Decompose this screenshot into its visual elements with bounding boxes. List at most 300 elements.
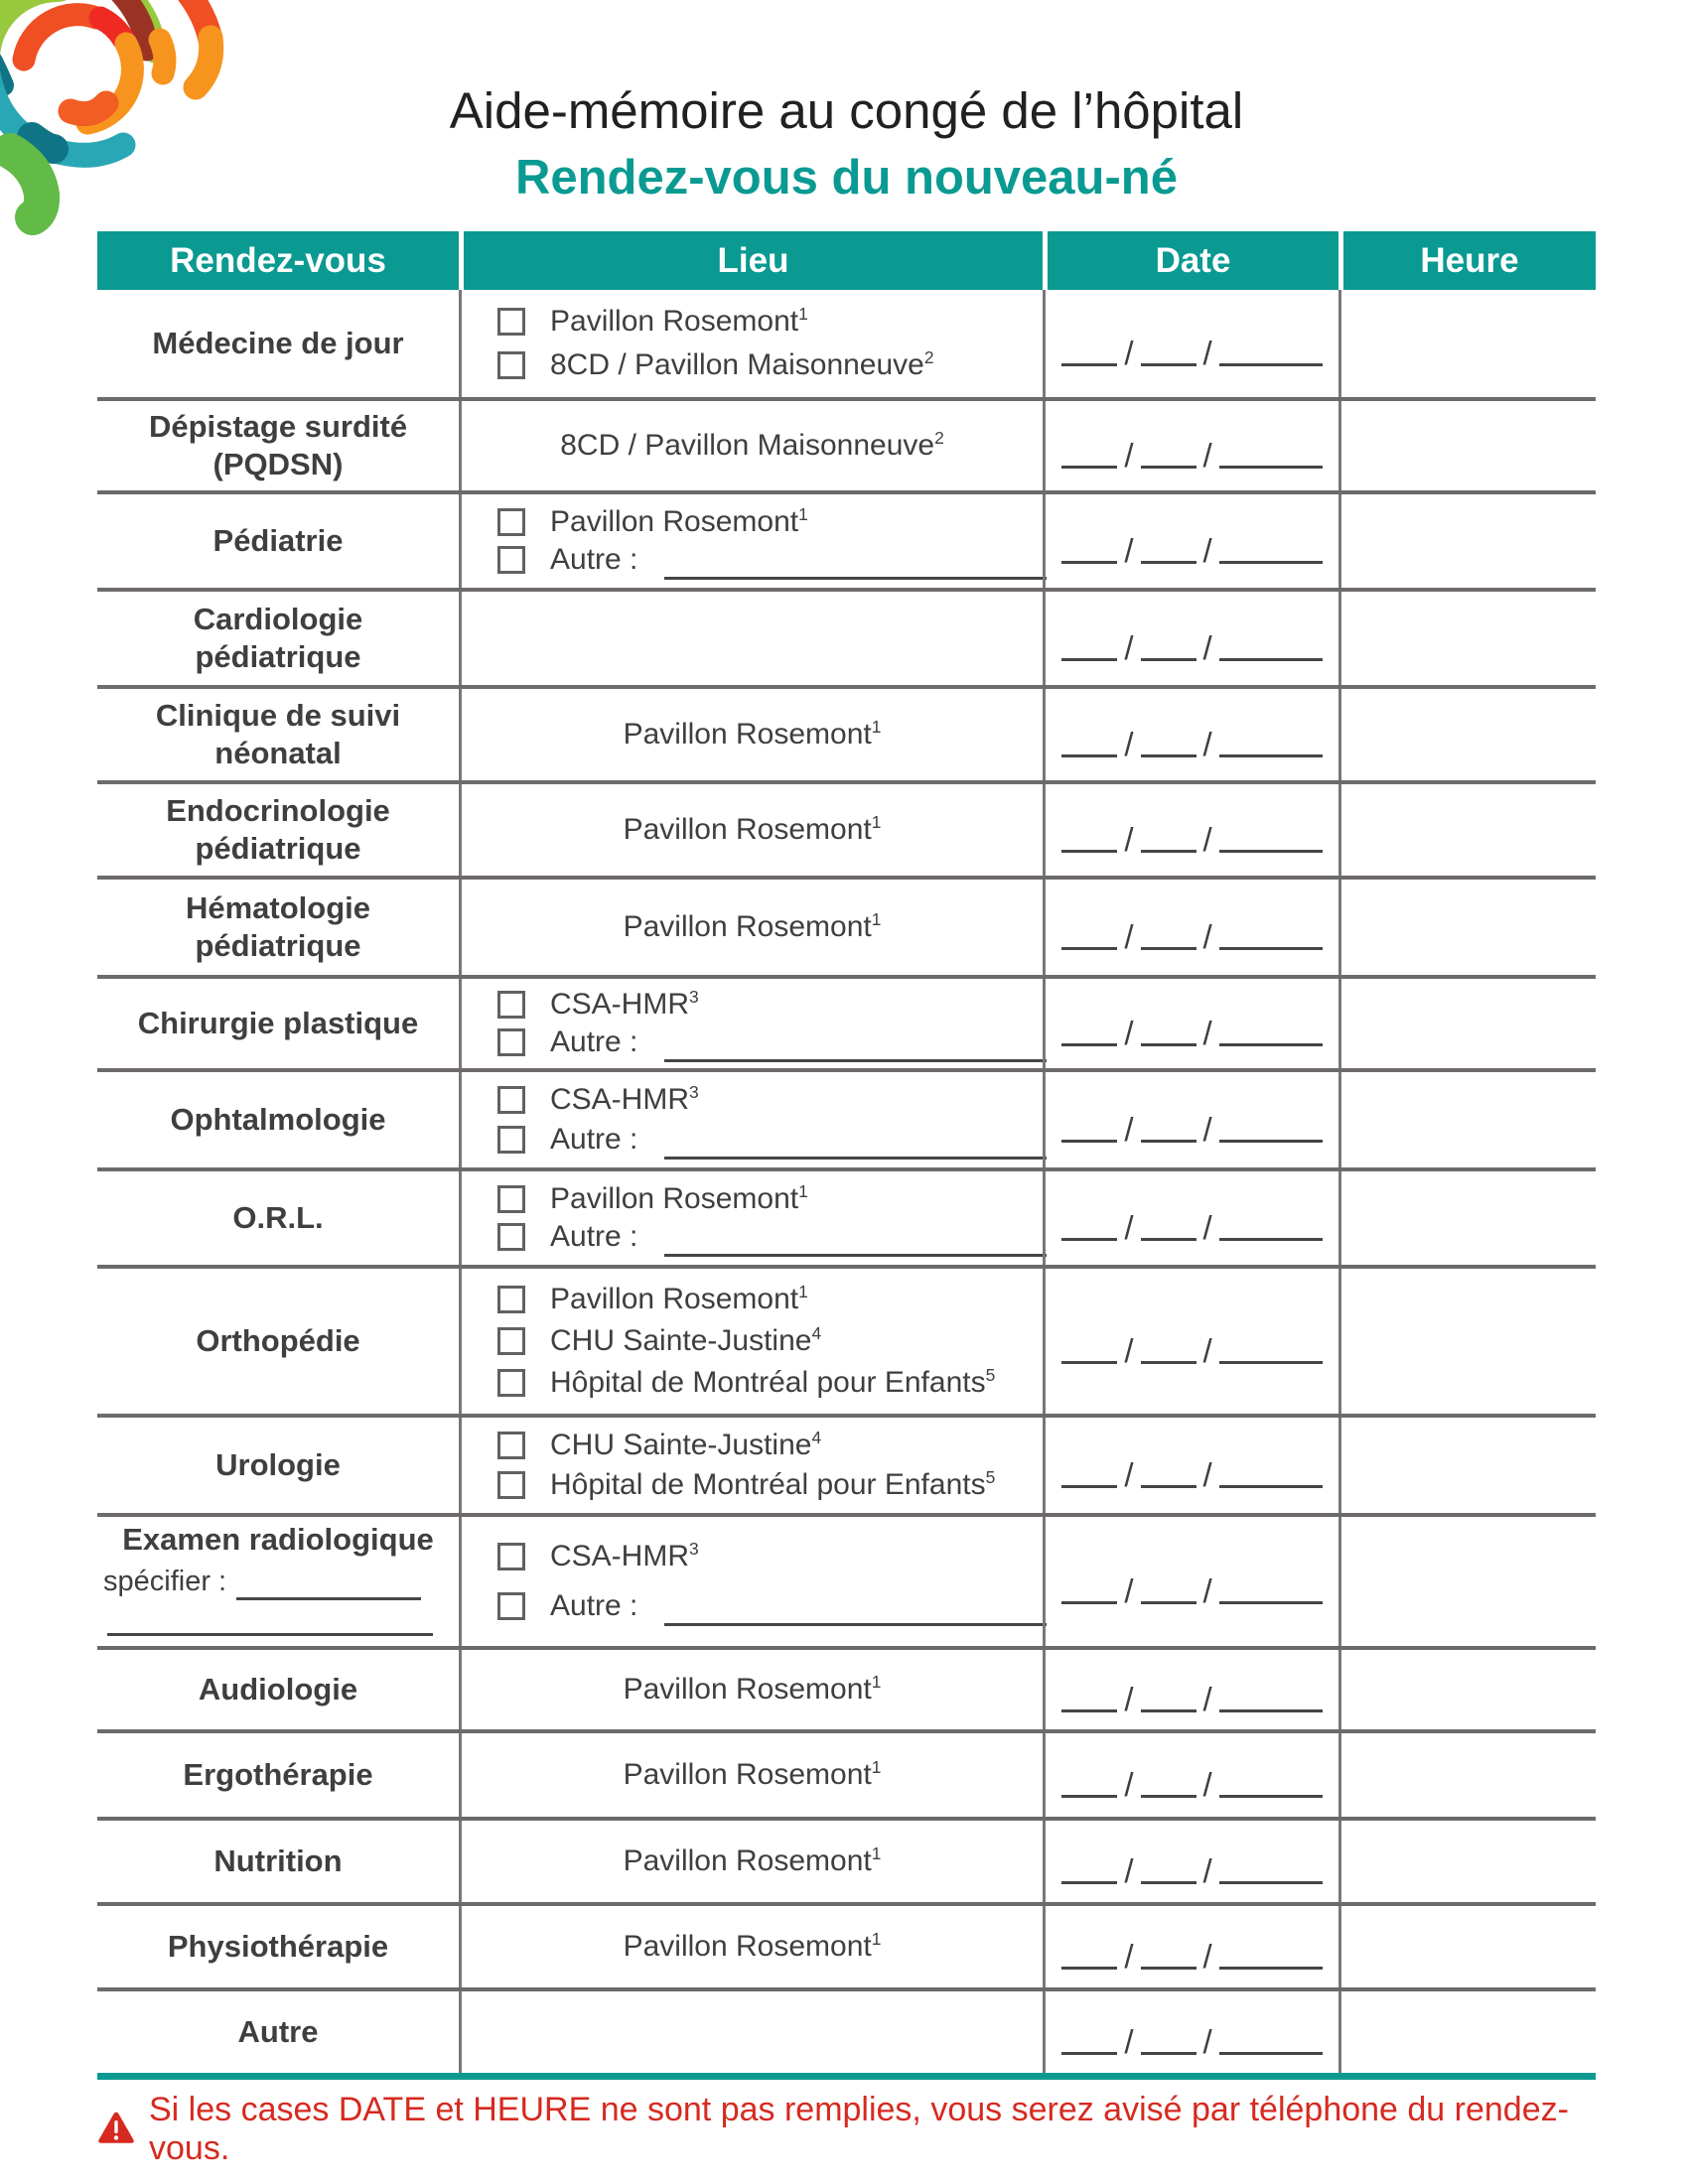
fill-in-blank[interactable]	[1141, 331, 1196, 366]
checkbox-icon[interactable]	[497, 991, 525, 1019]
date-field[interactable]	[1043, 1517, 1338, 1646]
rendezvous-label-line: Cardiologie	[193, 602, 363, 637]
date-separator: /	[1202, 1015, 1212, 1051]
date-field[interactable]	[1043, 1072, 1338, 1167]
lieu-option-label: Autre :	[550, 1220, 638, 1254]
date-separator: /	[1202, 532, 1212, 569]
lieu-option[interactable]	[497, 1123, 1047, 1157]
date-blanks	[1061, 1107, 1322, 1148]
table-row	[97, 1987, 1596, 2073]
lieu-cell	[459, 1650, 1043, 1729]
fill-in-blank[interactable]	[1061, 528, 1117, 564]
date-field[interactable]	[1043, 1906, 1338, 1987]
date-blanks	[1061, 1848, 1322, 1889]
date-separator: /	[1202, 629, 1212, 666]
heure-field[interactable]	[1338, 1991, 1596, 2073]
checkbox-icon[interactable]	[497, 1223, 525, 1251]
checkbox-icon[interactable]	[497, 1286, 525, 1313]
lieu-option-label: Autre :	[550, 1122, 638, 1156]
table-row	[97, 1646, 1596, 1729]
lieu-cell	[459, 1269, 1043, 1414]
rendezvous-label-line: Chirurgie plastique	[137, 1006, 419, 1041]
lieu-option[interactable]	[497, 1182, 808, 1216]
rendezvous-label	[97, 592, 459, 685]
fill-in-blank[interactable]	[1141, 817, 1196, 853]
rendezvous-label-line: (PQDSN)	[212, 447, 344, 481]
rendezvous-label	[97, 880, 459, 975]
lieu-option-label: Autre :	[550, 543, 638, 577]
table-row	[97, 588, 1596, 685]
fill-in-blank[interactable]	[1141, 625, 1196, 661]
lieu-option-label: Autre :	[550, 1024, 638, 1058]
fill-in-blank[interactable]	[1219, 1205, 1323, 1241]
fill-in-blank[interactable]	[1141, 2019, 1196, 2055]
fill-in-blank[interactable]	[664, 548, 1047, 580]
fill-in-blank[interactable]	[1219, 1011, 1323, 1046]
page-subtitle: Rendez-vous du nouveau-né	[514, 151, 1178, 205]
heure-field[interactable]	[1338, 1072, 1596, 1167]
rendezvous-label-line: Médecine de jour	[152, 326, 404, 361]
date-field[interactable]	[1043, 689, 1338, 780]
fill-in-blank[interactable]	[1141, 1848, 1196, 1884]
heure-field[interactable]	[1338, 1650, 1596, 1729]
fill-in-blank[interactable]	[1219, 528, 1323, 564]
table-row	[97, 1729, 1596, 1817]
fill-in-blank[interactable]	[1061, 1677, 1117, 1712]
rendezvous-label	[97, 290, 459, 397]
warning-triangle-icon	[97, 2112, 135, 2145]
date-blanks	[1061, 914, 1322, 955]
date-separator: /	[1202, 918, 1212, 955]
rendezvous-label-line: Autre	[237, 2014, 319, 2050]
heure-field[interactable]	[1338, 1269, 1596, 1414]
fill-in-blank[interactable]	[1061, 2019, 1117, 2055]
date-separator: /	[1124, 1456, 1134, 1493]
fill-in-blank[interactable]	[1061, 1762, 1117, 1798]
footer-warning	[97, 2091, 1596, 2168]
fill-in-blank[interactable]	[1219, 722, 1323, 757]
lieu-label: Pavillon Rosemont$^1$	[623, 909, 882, 943]
table-row	[97, 685, 1596, 780]
fill-in-blank[interactable]	[1061, 433, 1117, 469]
date-blanks	[1061, 433, 1322, 474]
heure-field[interactable]	[1338, 979, 1596, 1068]
date-separator: /	[1202, 1938, 1212, 1975]
fill-in-blank[interactable]	[1219, 1328, 1323, 1364]
date-separator: /	[1124, 1852, 1134, 1889]
lieu-option[interactable]	[497, 1366, 995, 1400]
lieu-option-label: Autre :	[550, 1589, 638, 1623]
fill-in-blank[interactable]	[1061, 1107, 1117, 1143]
date-field[interactable]	[1043, 1171, 1338, 1265]
date-separator: /	[1202, 1111, 1212, 1148]
fill-in-blank[interactable]	[1219, 1452, 1323, 1488]
date-field[interactable]	[1043, 1821, 1338, 1902]
footer-warning-text: Si les cases DATE et HEURE ne sont pas remplies, vous serez avisé par téléphone du rendez-vous.	[149, 2091, 1569, 2167]
fill-in-blank[interactable]	[1141, 1205, 1196, 1241]
lieu-label: Pavillon Rosemont$^1$	[623, 1757, 882, 1791]
rendezvous-label-line: pédiatrique	[195, 639, 361, 674]
lieu-option-label: Pavillon Rosemont$^1$	[550, 503, 808, 538]
lieu-label: Pavillon Rosemont$^1$	[623, 717, 882, 751]
rendezvous-label-line: Urologie	[215, 1447, 341, 1483]
lieu-label: Pavillon Rosemont$^1$	[623, 812, 882, 846]
rendezvous-label-line: O.R.L.	[232, 1200, 324, 1236]
lieu-option-label: CHU Sainte-Justine$^4$	[550, 1323, 822, 1357]
date-separator: /	[1124, 821, 1134, 858]
col-header-lieu: Lieu	[459, 231, 1043, 290]
rendezvous-label	[97, 1991, 459, 2073]
lieu-cell	[459, 401, 1043, 490]
lieu-cell	[459, 979, 1043, 1068]
date-separator: /	[1202, 726, 1212, 762]
lieu-cell	[459, 784, 1043, 876]
lieu-option[interactable]	[497, 505, 808, 539]
lieu-option[interactable]	[497, 1540, 699, 1573]
date-separator: /	[1124, 629, 1134, 666]
lieu-cell	[459, 592, 1043, 685]
fill-in-blank[interactable]	[1141, 528, 1196, 564]
lieu-label: Pavillon Rosemont$^1$	[623, 1929, 882, 1963]
fill-in-blank[interactable]	[1141, 1677, 1196, 1712]
date-separator: /	[1202, 1209, 1212, 1246]
fill-in-blank[interactable]	[1061, 1848, 1117, 1884]
table-row	[97, 1167, 1596, 1265]
lieu-option[interactable]	[497, 1025, 1047, 1059]
date-field[interactable]	[1043, 784, 1338, 876]
table-row	[97, 1068, 1596, 1167]
lieu-cell	[459, 494, 1043, 588]
fill-in-blank[interactable]	[1141, 1934, 1196, 1970]
lieu-option-label: Hôpital de Montréal pour Enfants$^5$	[550, 1365, 996, 1399]
rendezvous-label-line: Hématologie	[185, 890, 371, 926]
checkbox-icon[interactable]	[497, 508, 525, 536]
table-row	[97, 1414, 1596, 1513]
specifier-label: spécifier :	[103, 1566, 227, 1598]
date-separator: /	[1124, 1572, 1134, 1609]
rendezvous-label	[97, 1650, 459, 1729]
date-blanks	[1061, 1762, 1322, 1803]
date-separator: /	[1202, 1332, 1212, 1369]
date-separator: /	[1202, 1572, 1212, 1609]
date-separator: /	[1124, 1681, 1134, 1717]
fill-in-blank[interactable]	[1219, 1848, 1323, 1884]
date-blanks	[1061, 1011, 1322, 1051]
rendezvous-label	[97, 494, 459, 588]
checkbox-icon[interactable]	[497, 1185, 525, 1213]
date-separator: /	[1202, 1852, 1212, 1889]
heure-field[interactable]	[1338, 689, 1596, 780]
fill-in-blank[interactable]	[664, 1030, 1047, 1062]
fill-in-blank[interactable]	[664, 1594, 1047, 1626]
table-row	[97, 975, 1596, 1068]
date-field[interactable]	[1043, 1733, 1338, 1817]
date-field[interactable]	[1043, 880, 1338, 975]
lieu-cell	[459, 1171, 1043, 1265]
checkbox-icon[interactable]	[497, 1126, 525, 1154]
lieu-cell	[459, 1821, 1043, 1902]
lieu-cell	[459, 1906, 1043, 1987]
table-row	[97, 1265, 1596, 1414]
fill-in-blank[interactable]	[1061, 1328, 1117, 1364]
appointments-table	[97, 231, 1596, 2080]
lieu-option[interactable]	[497, 1429, 821, 1462]
fill-in-blank[interactable]	[1219, 914, 1323, 950]
rendezvous-label	[97, 1733, 459, 1817]
date-field[interactable]	[1043, 979, 1338, 1068]
table-row	[97, 780, 1596, 876]
heure-field[interactable]	[1338, 401, 1596, 490]
fill-in-blank[interactable]	[1219, 331, 1323, 366]
lieu-option-label: CHU Sainte-Justine$^4$	[550, 1428, 822, 1462]
table-row	[97, 1513, 1596, 1646]
date-field[interactable]	[1043, 1418, 1338, 1513]
date-blanks	[1061, 1328, 1322, 1369]
date-blanks	[1061, 1452, 1322, 1493]
rendezvous-label-line: pédiatrique	[195, 928, 361, 963]
lieu-option[interactable]	[497, 305, 808, 339]
date-blanks	[1061, 625, 1322, 666]
table-row	[97, 490, 1596, 588]
rendezvous-label	[97, 1418, 459, 1513]
lieu-option-label: CSA-HMR$^3$	[550, 987, 699, 1022]
date-blanks	[1061, 1677, 1322, 1717]
table-header-row	[97, 231, 1596, 290]
lieu-cell	[459, 1991, 1043, 2073]
checkbox-icon[interactable]	[497, 308, 525, 336]
fill-in-blank[interactable]	[1061, 817, 1117, 853]
fill-in-blank[interactable]	[1061, 625, 1117, 661]
fill-in-blank[interactable]	[1061, 1452, 1117, 1488]
lieu-option[interactable]	[497, 1220, 1047, 1254]
rendezvous-label	[97, 979, 459, 1068]
fill-in-blank[interactable]	[1141, 1107, 1196, 1143]
heure-field[interactable]	[1338, 784, 1596, 876]
fill-in-blank[interactable]	[1061, 914, 1117, 950]
rendezvous-label-line: Examen radiologique	[122, 1522, 434, 1558]
date-separator: /	[1202, 335, 1212, 371]
fill-in-blank[interactable]	[1141, 1011, 1196, 1046]
date-separator: /	[1124, 2023, 1134, 2060]
rendezvous-label	[97, 1171, 459, 1265]
lieu-cell	[459, 290, 1043, 397]
rendezvous-label-line: Endocrinologie	[166, 793, 390, 829]
lieu-option[interactable]	[497, 988, 699, 1022]
checkbox-icon[interactable]	[497, 1432, 525, 1459]
date-blanks	[1061, 1569, 1322, 1609]
lieu-cell	[459, 689, 1043, 780]
date-field[interactable]	[1043, 1650, 1338, 1729]
lieu-option-label: Pavillon Rosemont$^1$	[550, 304, 808, 339]
lieu-cell	[459, 1072, 1043, 1167]
heure-field[interactable]	[1338, 880, 1596, 975]
rendezvous-label-line: Pédiatrie	[212, 523, 344, 559]
date-field[interactable]	[1043, 290, 1338, 397]
lieu-option-label: 8CD / Pavillon Maisonneuve$^2$	[550, 346, 934, 381]
lieu-cell	[459, 1517, 1043, 1646]
page-title: Aide-mémoire au congé de l’hôpital	[449, 82, 1244, 139]
fill-in-blank[interactable]	[236, 1576, 421, 1600]
lieu-cell	[459, 1418, 1043, 1513]
rendezvous-label-line: Physiothérapie	[167, 1929, 389, 1965]
date-blanks	[1061, 1934, 1322, 1975]
lieu-option[interactable]	[497, 1589, 1047, 1623]
rendezvous-label-line: Audiologie	[198, 1672, 358, 1707]
table-row	[97, 1902, 1596, 1987]
fill-in-blank[interactable]	[1141, 433, 1196, 469]
table-row	[97, 397, 1596, 490]
date-separator: /	[1124, 1766, 1134, 1803]
lieu-option[interactable]	[497, 1083, 699, 1117]
date-separator: /	[1124, 1015, 1134, 1051]
date-field[interactable]	[1043, 494, 1338, 588]
lieu-label: 8CD / Pavillon Maisonneuve$^2$	[560, 428, 944, 462]
fill-in-blank[interactable]	[1219, 1677, 1323, 1712]
lieu-option-label: Pavillon Rosemont$^1$	[550, 1180, 808, 1215]
col-header-heure: Heure	[1338, 231, 1596, 290]
rendezvous-label	[97, 689, 459, 780]
fill-in-blank[interactable]	[1061, 331, 1117, 366]
checkbox-icon[interactable]	[497, 351, 525, 379]
date-separator: /	[1202, 1766, 1212, 1803]
date-separator: /	[1202, 2023, 1212, 2060]
lieu-label: Pavillon Rosemont$^1$	[623, 1843, 882, 1877]
date-separator: /	[1202, 437, 1212, 474]
checkbox-icon[interactable]	[497, 1471, 525, 1499]
fill-in-blank[interactable]	[1219, 1569, 1323, 1604]
rendezvous-label-line: Nutrition	[213, 1843, 343, 1879]
fill-in-blank[interactable]	[1141, 722, 1196, 757]
rendezvous-label-line: Clinique de suivi	[155, 698, 401, 734]
lieu-label: Pavillon Rosemont$^1$	[623, 1672, 882, 1706]
heure-field[interactable]	[1338, 1418, 1596, 1513]
date-blanks	[1061, 722, 1322, 762]
specifier-row	[103, 1565, 421, 1599]
table-body	[97, 290, 1596, 2073]
table-row	[97, 290, 1596, 397]
fill-in-blank[interactable]	[1141, 914, 1196, 950]
rendezvous-label-line: pédiatrique	[195, 831, 361, 866]
table-row	[97, 1817, 1596, 1902]
heure-field[interactable]	[1338, 592, 1596, 685]
lieu-option[interactable]	[497, 348, 934, 382]
date-separator: /	[1124, 726, 1134, 762]
date-blanks	[1061, 1205, 1322, 1246]
table-row	[97, 876, 1596, 975]
fill-in-blank[interactable]	[1141, 1452, 1196, 1488]
rendezvous-label-line: Ophtalmologie	[170, 1102, 386, 1138]
lieu-option-label: Hôpital de Montréal pour Enfants$^5$	[550, 1466, 996, 1501]
checkbox-icon[interactable]	[497, 1028, 525, 1056]
fill-in-blank[interactable]	[1219, 433, 1323, 469]
date-separator: /	[1202, 821, 1212, 858]
date-separator: /	[1124, 1332, 1134, 1369]
fill-in-blank[interactable]	[664, 1128, 1047, 1160]
date-separator: /	[1124, 532, 1134, 569]
date-separator: /	[1124, 437, 1134, 474]
date-separator: /	[1124, 1209, 1134, 1246]
lieu-option[interactable]	[497, 1283, 808, 1316]
fill-in-blank[interactable]	[1219, 625, 1323, 661]
rendezvous-label-line: Ergothérapie	[183, 1757, 373, 1793]
lieu-option-label: CSA-HMR$^3$	[550, 1538, 699, 1572]
heure-field[interactable]	[1338, 1733, 1596, 1817]
col-header-date: Date	[1043, 231, 1338, 290]
fill-in-blank[interactable]	[1061, 1934, 1117, 1970]
fill-in-blank[interactable]	[1219, 817, 1323, 853]
fill-in-blank[interactable]	[1141, 1328, 1196, 1364]
rendezvous-label	[97, 1821, 459, 1902]
checkbox-icon[interactable]	[497, 1086, 525, 1114]
lieu-cell	[459, 1733, 1043, 1817]
fill-in-blank[interactable]	[107, 1626, 433, 1636]
date-field[interactable]	[1043, 1991, 1338, 2073]
date-separator: /	[1124, 1938, 1134, 1975]
fill-in-blank[interactable]	[1061, 1569, 1117, 1604]
date-separator: /	[1124, 918, 1134, 955]
checkbox-icon[interactable]	[497, 1327, 525, 1355]
fill-in-blank[interactable]	[1061, 1205, 1117, 1241]
date-blanks	[1061, 2019, 1322, 2060]
fill-in-blank[interactable]	[664, 1225, 1047, 1257]
checkbox-icon[interactable]	[497, 546, 525, 574]
lieu-option[interactable]	[497, 543, 1047, 577]
lieu-option[interactable]	[497, 1324, 821, 1358]
fill-in-blank[interactable]	[1219, 1934, 1323, 1970]
date-blanks	[1061, 817, 1322, 858]
rendezvous-label	[97, 784, 459, 876]
checkbox-icon[interactable]	[497, 1543, 525, 1570]
date-blanks	[1061, 331, 1322, 371]
rendezvous-label	[97, 1517, 459, 1646]
date-separator: /	[1202, 1456, 1212, 1493]
heure-field[interactable]	[1338, 1906, 1596, 1987]
fill-in-blank[interactable]	[1219, 2019, 1323, 2055]
heure-field[interactable]	[1338, 290, 1596, 397]
heure-field[interactable]	[1338, 494, 1596, 588]
rendezvous-label	[97, 401, 459, 490]
lieu-cell	[459, 880, 1043, 975]
date-separator: /	[1124, 335, 1134, 371]
fill-in-blank[interactable]	[1219, 1762, 1323, 1798]
rendezvous-label	[97, 1906, 459, 1987]
checkbox-icon[interactable]	[497, 1592, 525, 1620]
heure-field[interactable]	[1338, 1821, 1596, 1902]
lieu-option-label: CSA-HMR$^3$	[550, 1082, 699, 1117]
fill-in-blank[interactable]	[1141, 1569, 1196, 1604]
date-separator: /	[1202, 1681, 1212, 1717]
rendezvous-label-line: néonatal	[214, 736, 342, 770]
checkbox-icon[interactable]	[497, 1369, 525, 1397]
lieu-option-label: Pavillon Rosemont$^1$	[550, 1282, 808, 1315]
lieu-option[interactable]	[497, 1468, 995, 1502]
rendezvous-label	[97, 1072, 459, 1167]
date-separator: /	[1124, 1111, 1134, 1148]
heure-field[interactable]	[1338, 1171, 1596, 1265]
date-field[interactable]	[1043, 401, 1338, 490]
date-field[interactable]	[1043, 1269, 1338, 1414]
date-blanks	[1061, 528, 1322, 569]
heure-field[interactable]	[1338, 1517, 1596, 1646]
date-field[interactable]	[1043, 592, 1338, 685]
fill-in-blank[interactable]	[1061, 722, 1117, 757]
title-block	[97, 81, 1596, 205]
fill-in-blank[interactable]	[1061, 1011, 1117, 1046]
rendezvous-label-line: Dépistage surdité	[148, 409, 408, 445]
fill-in-blank[interactable]	[1141, 1762, 1196, 1798]
fill-in-blank[interactable]	[1219, 1107, 1323, 1143]
rendezvous-label-line: Orthopédie	[196, 1323, 360, 1359]
